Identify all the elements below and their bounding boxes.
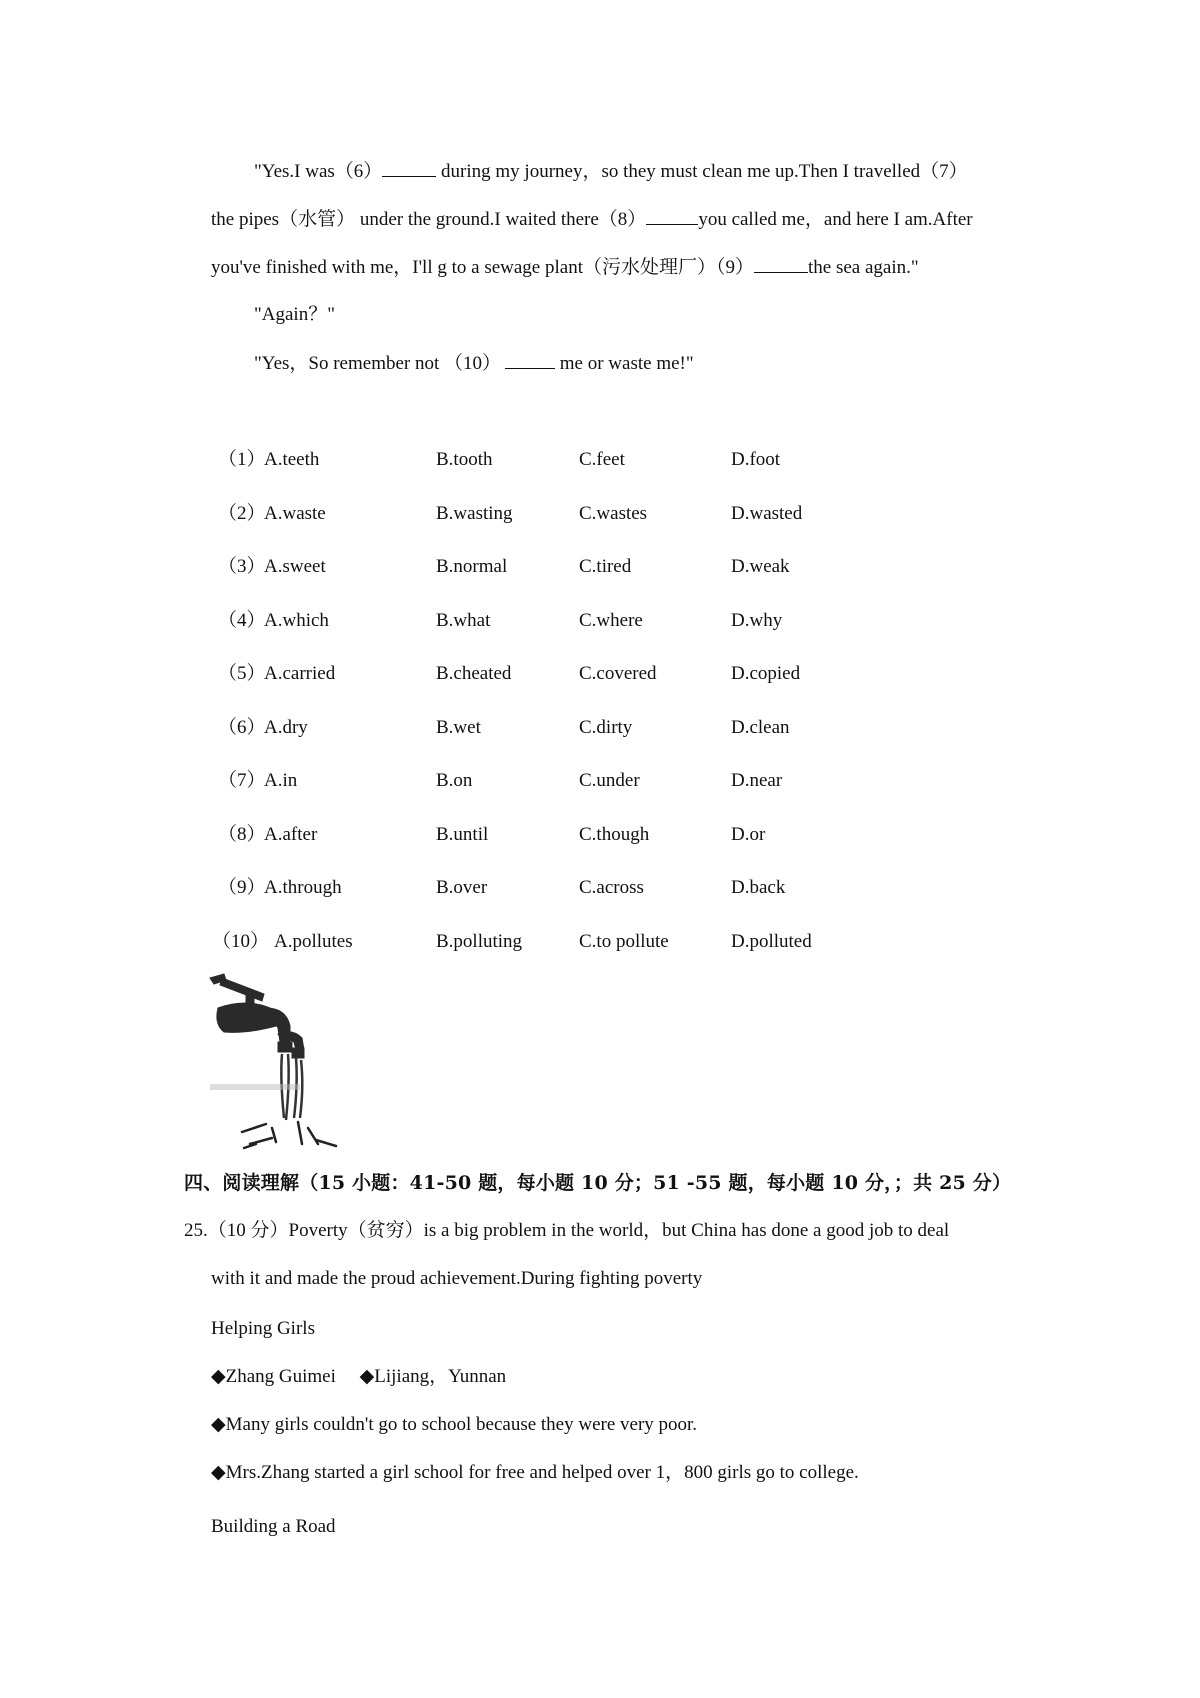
option-d: D.copied bbox=[731, 663, 801, 684]
option-number: （3） bbox=[218, 556, 266, 577]
option-number: （7） bbox=[218, 770, 266, 791]
section-title: 四、阅读理解（15 小题：41-50 题，每小题 10 分；51 -55 题，每小题 10 分，；共 25 分） bbox=[184, 1172, 1012, 1194]
option-a: A.teeth bbox=[264, 449, 320, 470]
option-a: A.sweet bbox=[264, 556, 326, 577]
option-d: D.or bbox=[731, 823, 766, 845]
option-c: C.dirty bbox=[579, 716, 633, 738]
option-b: B.wet bbox=[436, 716, 481, 738]
passage-line-6: "Yes.I was（6） during my journey，so they must clean me up.Then I travelled（7） bbox=[254, 158, 968, 185]
option-row bbox=[0, 927, 1200, 957]
option-number: （6） bbox=[218, 716, 266, 738]
heading-helping-girls: Helping Girls bbox=[211, 1318, 315, 1339]
blank-8 bbox=[646, 206, 698, 225]
option-number: （4） bbox=[218, 609, 266, 631]
option-a: A.waste bbox=[264, 502, 326, 524]
option-b: B.on bbox=[436, 770, 473, 791]
option-row bbox=[0, 606, 1200, 636]
option-b: B.until bbox=[436, 823, 489, 845]
passage-line-7: the pipes（水管） under the ground.I waited there（8） you called me，and here I am.After bbox=[211, 206, 973, 233]
bullet-name-place: ◆Zhang Guimei ◆Lijiang，Yunnan bbox=[211, 1366, 507, 1387]
option-a: A.in bbox=[264, 770, 298, 791]
option-c: C.where bbox=[579, 609, 643, 631]
option-d: D.why bbox=[731, 609, 783, 631]
option-row bbox=[0, 552, 1200, 582]
option-a: A.which bbox=[264, 609, 329, 631]
option-a: A.after bbox=[264, 823, 318, 845]
option-c: C.under bbox=[579, 770, 640, 791]
passage-line-yes: "Yes，So remember not （10） me or waste me!" bbox=[254, 350, 694, 377]
option-b: B.over bbox=[436, 877, 488, 898]
option-a: A.carried bbox=[264, 663, 336, 684]
option-c: C.covered bbox=[579, 663, 657, 684]
option-number: （2） bbox=[218, 502, 266, 524]
heading-building-road: Building a Road bbox=[211, 1516, 336, 1537]
option-b: B.tooth bbox=[436, 449, 493, 470]
blank-6 bbox=[382, 158, 436, 177]
option-row bbox=[0, 713, 1200, 743]
option-row bbox=[0, 445, 1200, 475]
question-25-line-2: with it and made the proud achievement.During fighting poverty bbox=[211, 1268, 703, 1289]
option-row bbox=[0, 820, 1200, 850]
option-a: A.dry bbox=[264, 716, 308, 738]
option-d: D.near bbox=[731, 770, 783, 791]
option-d: D.foot bbox=[731, 449, 781, 470]
bullet-solution: ◆Mrs.Zhang started a girl school for free and helped over 1，800 girls go to college. bbox=[211, 1462, 859, 1483]
option-a: A.through bbox=[264, 877, 342, 898]
bullet-problem: ◆Many girls couldn't go to school because they were very poor. bbox=[211, 1414, 698, 1435]
option-number: （8） bbox=[218, 823, 266, 845]
option-number: （1） bbox=[218, 449, 266, 470]
option-c: C.feet bbox=[579, 449, 625, 470]
option-b: B.wasting bbox=[436, 502, 513, 524]
option-c: C.across bbox=[579, 877, 644, 898]
option-number: （5） bbox=[218, 663, 266, 684]
option-d: D.back bbox=[731, 877, 786, 898]
option-row bbox=[0, 659, 1200, 689]
option-row bbox=[0, 766, 1200, 796]
passage-line-again: "Again？" bbox=[254, 304, 335, 325]
option-c: C.tired bbox=[579, 556, 632, 577]
option-number: （10） bbox=[212, 930, 270, 952]
option-row bbox=[0, 499, 1200, 529]
option-d: D.weak bbox=[731, 556, 790, 577]
blank-9 bbox=[754, 254, 808, 273]
option-c: C.wastes bbox=[579, 502, 648, 524]
option-d: D.clean bbox=[731, 716, 790, 738]
option-d: D.wasted bbox=[731, 502, 803, 524]
passage-line-8: you've finished with me，I'll g to a sewage plant（污水处理厂）（9） the sea again." bbox=[211, 254, 919, 281]
option-row bbox=[0, 873, 1200, 903]
option-b: B.polluting bbox=[436, 930, 523, 952]
option-c: C.though bbox=[579, 823, 650, 845]
option-a: A.pollutes bbox=[274, 930, 353, 952]
option-d: D.polluted bbox=[731, 930, 812, 952]
question-25-line-1: 25.（10 分）Poverty（贫穷）is a big problem in the world，but China has done a good job to deal bbox=[184, 1220, 950, 1241]
option-b: B.normal bbox=[436, 556, 508, 577]
option-b: B.cheated bbox=[436, 663, 512, 684]
option-c: C.to pollute bbox=[579, 930, 669, 952]
blank-10 bbox=[505, 350, 555, 369]
option-b: B.what bbox=[436, 609, 491, 631]
option-number: （9） bbox=[218, 877, 266, 898]
faucet-illustration bbox=[206, 968, 356, 1150]
